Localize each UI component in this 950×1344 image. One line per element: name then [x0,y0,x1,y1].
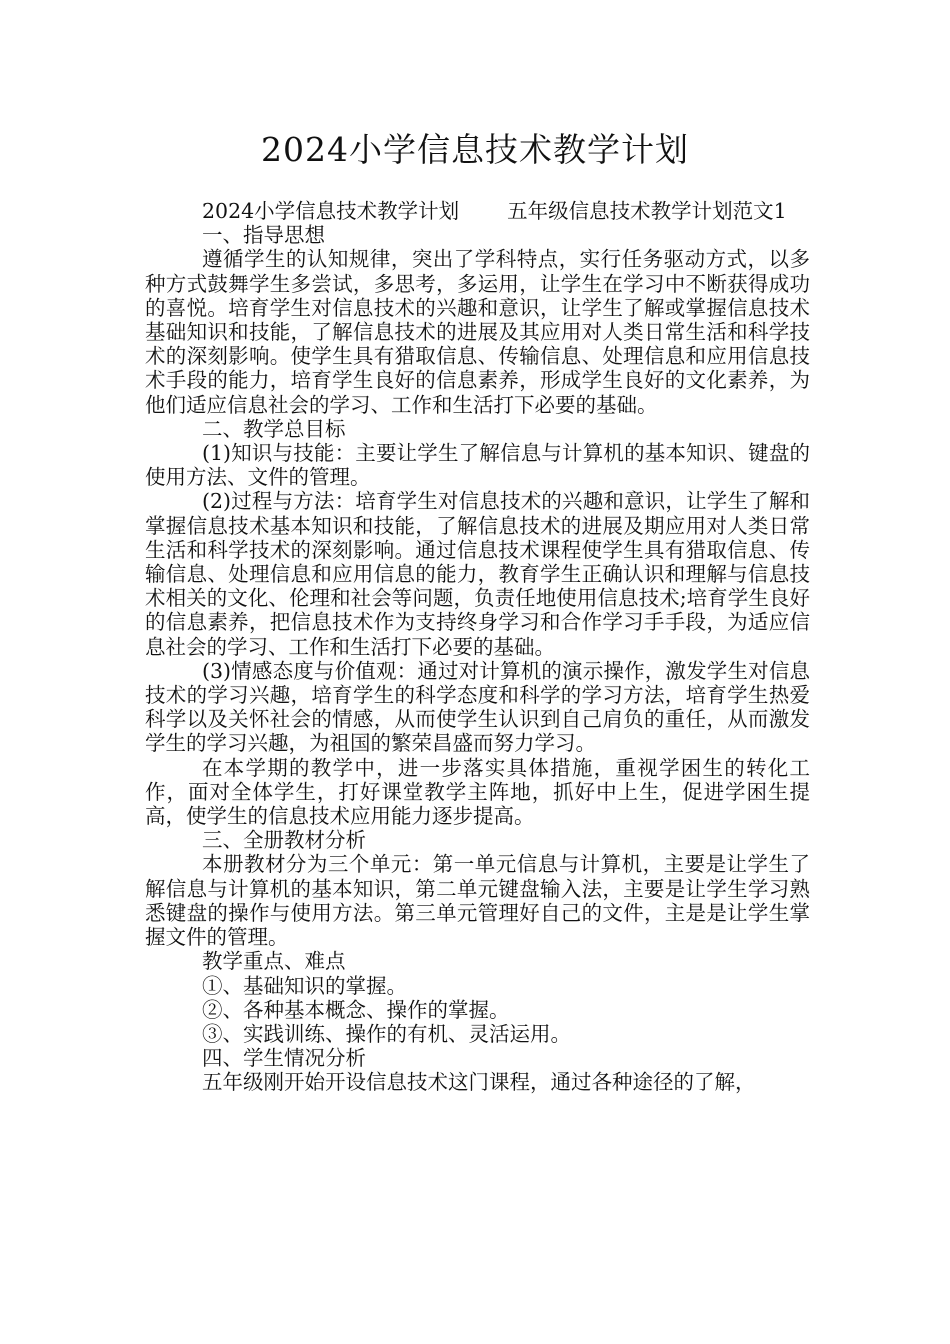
heading-key-points: 教学重点、难点 [202,949,346,974]
subtitle-right: 五年级信息技术教学计划范文1 [507,199,787,223]
section-heading-textbook-analysis: 三、全册教材分析 [202,828,366,853]
paragraph-goal-attitude: (3)情感态度与价值观：通过对计算机的演示操作，激发学生对信息技术的学习兴趣，培育学生的科学态度和科学的学习方法，培育学生热爱科学以及关怀社会的情感，从而使学生认识到自己肩负的重任，从而激发学生的学习兴趣，为祖国的繁荣昌盛而努力学习。 [145,658,810,756]
subtitle-left: 2024小学信息技术教学计划 [202,199,460,223]
document-title: 2024小学信息技术教学计划 [261,130,689,169]
paragraph-goal-knowledge: (1)知识与技能：主要让学生了解信息与计算机的基本知识、键盘的使用方法、文件的管理。 [145,441,810,490]
paragraph-guiding-thought: 遵循学生的认知规律，突出了学科特点，实行任务驱动方式，以多种方式鼓舞学生多尝试，多思考，多运用，让学生在学习中不断获得成功的喜悦。培育学生对信息技术的兴趣和意识，让学生了解或掌握信息技术基础知识和技能，了解信息技术的进展及其应用对人类日常生活和科学技术的深刻影响。使学生具有猎取信息、传输信息、处理信息和应用信息技术手段的能力，培育学生良好的信息素养，形成学生良好的文化素养，为他们适应信息社会的学习、工作和生活打下必要的基础。 [145,247,810,417]
list-item-key-point-2: ②、各种基本概念、操作的掌握。 [202,997,510,1022]
subtitle-line [145,199,810,223]
section-heading-guiding-thought: 一、指导思想 [202,223,325,248]
paragraph-goal-process: (2)过程与方法：培育学生对信息技术的兴趣和意识，让学生了解和掌握信息技术基本知识和技能，了解信息技术的进展及期应用对人类日常生活和科学技术的深刻影响。通过信息技术课程使学生具有猎取信息、传输信息、处理信息和应用信息的能力，教育学生正确认识和理解与信息技术相关的文化、伦理和社会等问题，负责任地使用信息技术;培育学生良好的信息素养，把信息技术作为支持终身学习和合作学习手手段，为适应信息社会的学习、工作和生活打下必要的基础。 [145,489,810,659]
section-heading-student-analysis: 四、学生情况分析 [202,1046,366,1071]
section-heading-teaching-goals: 二、教学总目标 [202,416,346,441]
paragraph-semester-measures: 在本学期的教学中，进一步落实具体措施，重视学困生的转化工作，面对全体学生，打好课堂教学主阵地，抓好中上生，促进学困生提高，使学生的信息技术应用能力逐步提高。 [145,755,810,829]
paragraph-textbook-analysis: 本册教材分为三个单元：第一单元信息与计算机，主要是让学生了解信息与计算机的基本知识，第二单元键盘输入法，主要是让学生学习熟悉键盘的操作与使用方法。第三单元管理好自己的文件，主是是让学生掌握文件的管理。 [145,852,810,950]
document-body [145,199,810,1095]
list-item-key-point-1: ①、基础知识的掌握。 [202,973,407,998]
list-item-key-point-3: ③、实践训练、操作的有机、灵活运用。 [202,1021,571,1046]
paragraph-student-analysis: 五年级刚开始开设信息技术这门课程，通过各种途径的了解， [202,1070,756,1095]
